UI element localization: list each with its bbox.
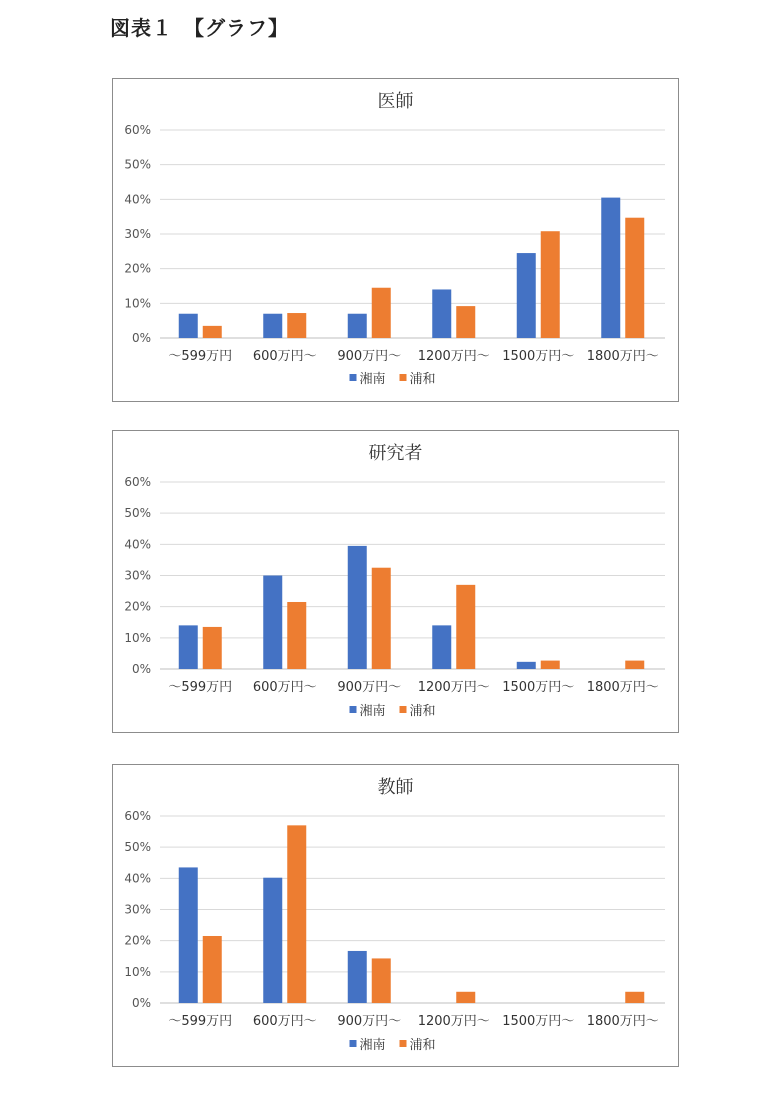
y-tick-label: 20% <box>124 933 151 948</box>
bar <box>601 198 620 338</box>
y-tick-label: 50% <box>124 506 151 521</box>
legend-label: 浦和 <box>409 1038 436 1053</box>
legend-swatch <box>400 374 407 381</box>
chart-title: 医師 <box>377 91 414 112</box>
bar <box>263 576 282 670</box>
y-tick-label: 40% <box>124 192 151 207</box>
category-label: ～599万円 <box>168 1014 233 1029</box>
legend-swatch <box>350 1040 357 1047</box>
legend-label: 浦和 <box>409 704 436 719</box>
bar <box>203 627 222 669</box>
y-tick-label: 10% <box>124 630 151 645</box>
bar <box>517 662 536 669</box>
y-tick-label: 30% <box>124 568 151 583</box>
y-tick-label: 40% <box>124 871 151 886</box>
chart-doctor <box>112 78 679 402</box>
y-tick-label: 10% <box>124 296 151 311</box>
bar <box>348 546 367 669</box>
bar <box>287 313 306 338</box>
bar <box>456 585 475 669</box>
bar <box>203 326 222 338</box>
chart-svg <box>113 79 678 401</box>
category-label: 1200万円～ <box>417 349 490 364</box>
bar <box>456 306 475 338</box>
category-label: 600万円～ <box>252 680 317 695</box>
legend-label: 湘南 <box>359 704 386 719</box>
category-label: 1200万円～ <box>417 680 490 695</box>
y-tick-label: 20% <box>124 599 151 614</box>
page-title: 図表１ 【グラフ】 <box>110 16 289 40</box>
bar <box>625 661 644 669</box>
bar <box>625 218 644 338</box>
category-label: 1800万円～ <box>586 680 659 695</box>
bar <box>348 314 367 338</box>
chart-researcher <box>112 430 679 733</box>
chart-title: 教師 <box>377 777 414 798</box>
category-label: ～599万円 <box>168 680 233 695</box>
category-label: 600万円～ <box>252 1014 317 1029</box>
y-tick-label: 30% <box>124 902 151 917</box>
bar <box>517 253 536 338</box>
y-tick-label: 60% <box>124 809 151 823</box>
bar <box>372 958 391 1003</box>
category-label: 1500万円～ <box>502 680 575 695</box>
category-label: 1200万円～ <box>417 1014 490 1029</box>
legend-swatch <box>350 374 357 381</box>
bar <box>203 936 222 1003</box>
legend-swatch <box>350 706 357 713</box>
bar <box>541 661 560 669</box>
y-tick-label: 60% <box>124 475 151 489</box>
y-tick-label: 50% <box>124 840 151 855</box>
chart-svg <box>113 431 678 732</box>
bar <box>625 992 644 1003</box>
bar <box>179 625 198 669</box>
y-tick-label: 50% <box>124 157 151 172</box>
y-tick-label: 20% <box>124 261 151 276</box>
chart-title: 研究者 <box>368 443 423 464</box>
legend-swatch <box>400 1040 407 1047</box>
legend-label: 湘南 <box>359 1038 386 1053</box>
category-label: 1800万円～ <box>586 349 659 364</box>
bar <box>287 825 306 1003</box>
chart-svg <box>113 765 678 1066</box>
bar <box>263 314 282 338</box>
y-tick-label: 0% <box>131 662 151 676</box>
bar <box>179 867 198 1003</box>
bar <box>287 602 306 669</box>
bar <box>432 625 451 669</box>
y-tick-label: 10% <box>124 964 151 979</box>
bar <box>372 288 391 338</box>
y-tick-label: 30% <box>124 227 151 241</box>
y-tick-label: 60% <box>124 123 151 137</box>
bar <box>179 314 198 338</box>
y-tick-label: 40% <box>124 537 151 552</box>
category-label: 900万円～ <box>337 680 402 695</box>
category-label: 600万円～ <box>252 349 317 364</box>
legend-swatch <box>400 706 407 713</box>
bar <box>263 878 282 1003</box>
category-label: 1500万円～ <box>502 349 575 364</box>
category-label: 900万円～ <box>337 1014 402 1029</box>
chart-teacher <box>112 764 679 1067</box>
y-tick-label: 0% <box>131 996 151 1010</box>
bar <box>432 289 451 338</box>
category-label: 1800万円～ <box>586 1014 659 1029</box>
bar <box>348 951 367 1003</box>
bar <box>456 992 475 1003</box>
y-tick-label: 0% <box>131 331 151 345</box>
category-label: 1500万円～ <box>502 1014 575 1029</box>
bar <box>372 568 391 669</box>
legend-label: 湘南 <box>359 372 386 387</box>
category-label: 900万円～ <box>337 349 402 364</box>
bar <box>541 231 560 338</box>
category-label: ～599万円 <box>168 349 233 364</box>
legend-label: 浦和 <box>409 372 436 387</box>
